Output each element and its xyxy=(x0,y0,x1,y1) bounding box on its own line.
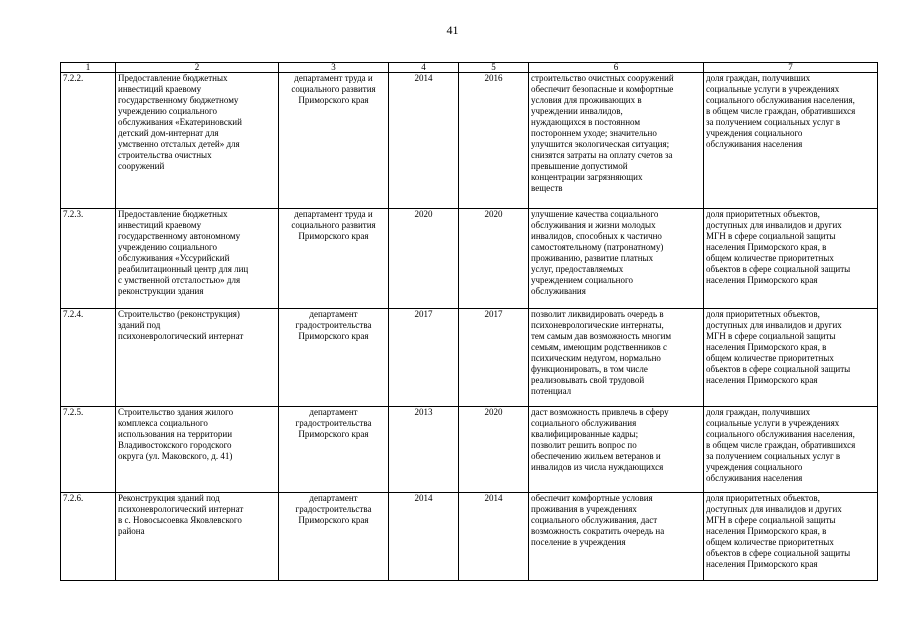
table-row xyxy=(61,407,878,493)
indicator: доля приоритетных объектов, доступных для инвалидов и других МГН в сфере социальной защиты населения Приморского края, в общем количестве приоритетных объектов в сфере социальной защиты населения Приморского края xyxy=(704,493,878,581)
row-number: 7.2.4. xyxy=(61,309,116,407)
table-row xyxy=(61,209,878,309)
end-year: 2017 xyxy=(459,309,529,407)
start-year: 2013 xyxy=(389,407,459,493)
indicator: доля граждан, получивших социальные услуги в учреждениях социального обслуживания населения, в общем числе граждан, обратившихся за получением социальных услуг в учреждения социального обслуживания населения xyxy=(704,73,878,209)
start-year: 2014 xyxy=(389,493,459,581)
measure-name: Строительство (реконструкция) зданий под психоневрологический интернат xyxy=(116,309,279,407)
executor: департамент градостроительства Приморского края xyxy=(279,309,389,407)
table-row xyxy=(61,493,878,581)
row-number: 7.2.2. xyxy=(61,73,116,209)
col-header-6: 6 xyxy=(529,63,704,73)
row-number: 7.2.5. xyxy=(61,407,116,493)
program-table xyxy=(60,62,878,581)
start-year: 2020 xyxy=(389,209,459,309)
executor: департамент труда и социального развития Приморского края xyxy=(279,73,389,209)
col-header-3: 3 xyxy=(279,63,389,73)
measure-name: Строительство здания жилого комплекса социального использования на территории Владивостокского городского округа (ул. Маковского, д. 41) xyxy=(116,407,279,493)
end-year: 2016 xyxy=(459,73,529,209)
page-number: 41 xyxy=(446,23,459,37)
table-row xyxy=(61,309,878,407)
expected-result: улучшение качества социального обслуживания и жизни молодых инвалидов, способных к частично самостоятельному (патронатному) проживанию, развитие платных услуг, предоставляемых учреждением социального обслуживания xyxy=(529,209,704,309)
header-row xyxy=(61,63,878,73)
expected-result: строительство очистных сооружений обеспечит безопасные и комфортные условия для проживающих в учреждении инвалидов, нуждающихся в постоянном постороннем уходе; значительно улучшится экологическая ситуация; снизятся затраты на оплату счетов за превышение допустимой концентрации загрязняющих веществ xyxy=(529,73,704,209)
start-year: 2014 xyxy=(389,73,459,209)
col-header-7: 7 xyxy=(704,63,878,73)
executor: департамент градостроительства Приморского края xyxy=(279,493,389,581)
executor: департамент градостроительства Приморского края xyxy=(279,407,389,493)
expected-result: позволит ликвидировать очередь в психоневрологические интернаты, тем самым дав возможность многим семьям, имеющим родственников с психическим недугом, нормально функционировать, в том числе реализовывать свой трудовой потенциал xyxy=(529,309,704,407)
measure-name: Предоставление бюджетных инвестиций краевому государственному бюджетному учреждению социального обслуживания «Екатериновский детский дом-интернат для умственно отсталых детей» для строительства очистных сооружений xyxy=(116,73,279,209)
indicator: доля приоритетных объектов, доступных для инвалидов и других МГН в сфере социальной защиты населения Приморского края, в общем количестве приоритетных объектов в сфере социальной защиты населения Приморского края xyxy=(704,309,878,407)
row-number: 7.2.6. xyxy=(61,493,116,581)
indicator: доля граждан, получивших социальные услуги в учреждениях социального обслуживания населения, в общем числе граждан, обратившихся за получением социальных услуг в учреждения социального обслуживания населения xyxy=(704,407,878,493)
executor: департамент труда и социального развития Приморского края xyxy=(279,209,389,309)
expected-result: даст возможность привлечь в сферу социального обслуживания квалифицированные кадры; позволит решить вопрос по обеспечению жильем ветеранов и инвалидов из числа нуждающихся xyxy=(529,407,704,493)
col-header-2: 2 xyxy=(116,63,279,73)
col-header-5: 5 xyxy=(459,63,529,73)
end-year: 2020 xyxy=(459,407,529,493)
end-year: 2020 xyxy=(459,209,529,309)
table-row xyxy=(61,73,878,209)
indicator: доля приоритетных объектов, доступных для инвалидов и других МГН в сфере социальной защиты населения Приморского края, в общем количестве приоритетных объектов в сфере социальной защиты населения Приморского края xyxy=(704,209,878,309)
end-year: 2014 xyxy=(459,493,529,581)
col-header-4: 4 xyxy=(389,63,459,73)
expected-result: обеспечит комфортные условия проживания в учреждениях социального обслуживания, даст возможность сократить очередь на поселение в учреждения xyxy=(529,493,704,581)
start-year: 2017 xyxy=(389,309,459,407)
measure-name: Предоставление бюджетных инвестиций краевому государственному автономному учреждению социального обслуживания «Уссурийский реабилитационный центр для лиц с умственной отсталостью» для реконструкции здания xyxy=(116,209,279,309)
col-header-1: 1 xyxy=(61,63,116,73)
measure-name: Реконструкция зданий под психоневрологический интернат в с. Новосысоевка Яковлевского района xyxy=(116,493,279,581)
row-number: 7.2.3. xyxy=(61,209,116,309)
